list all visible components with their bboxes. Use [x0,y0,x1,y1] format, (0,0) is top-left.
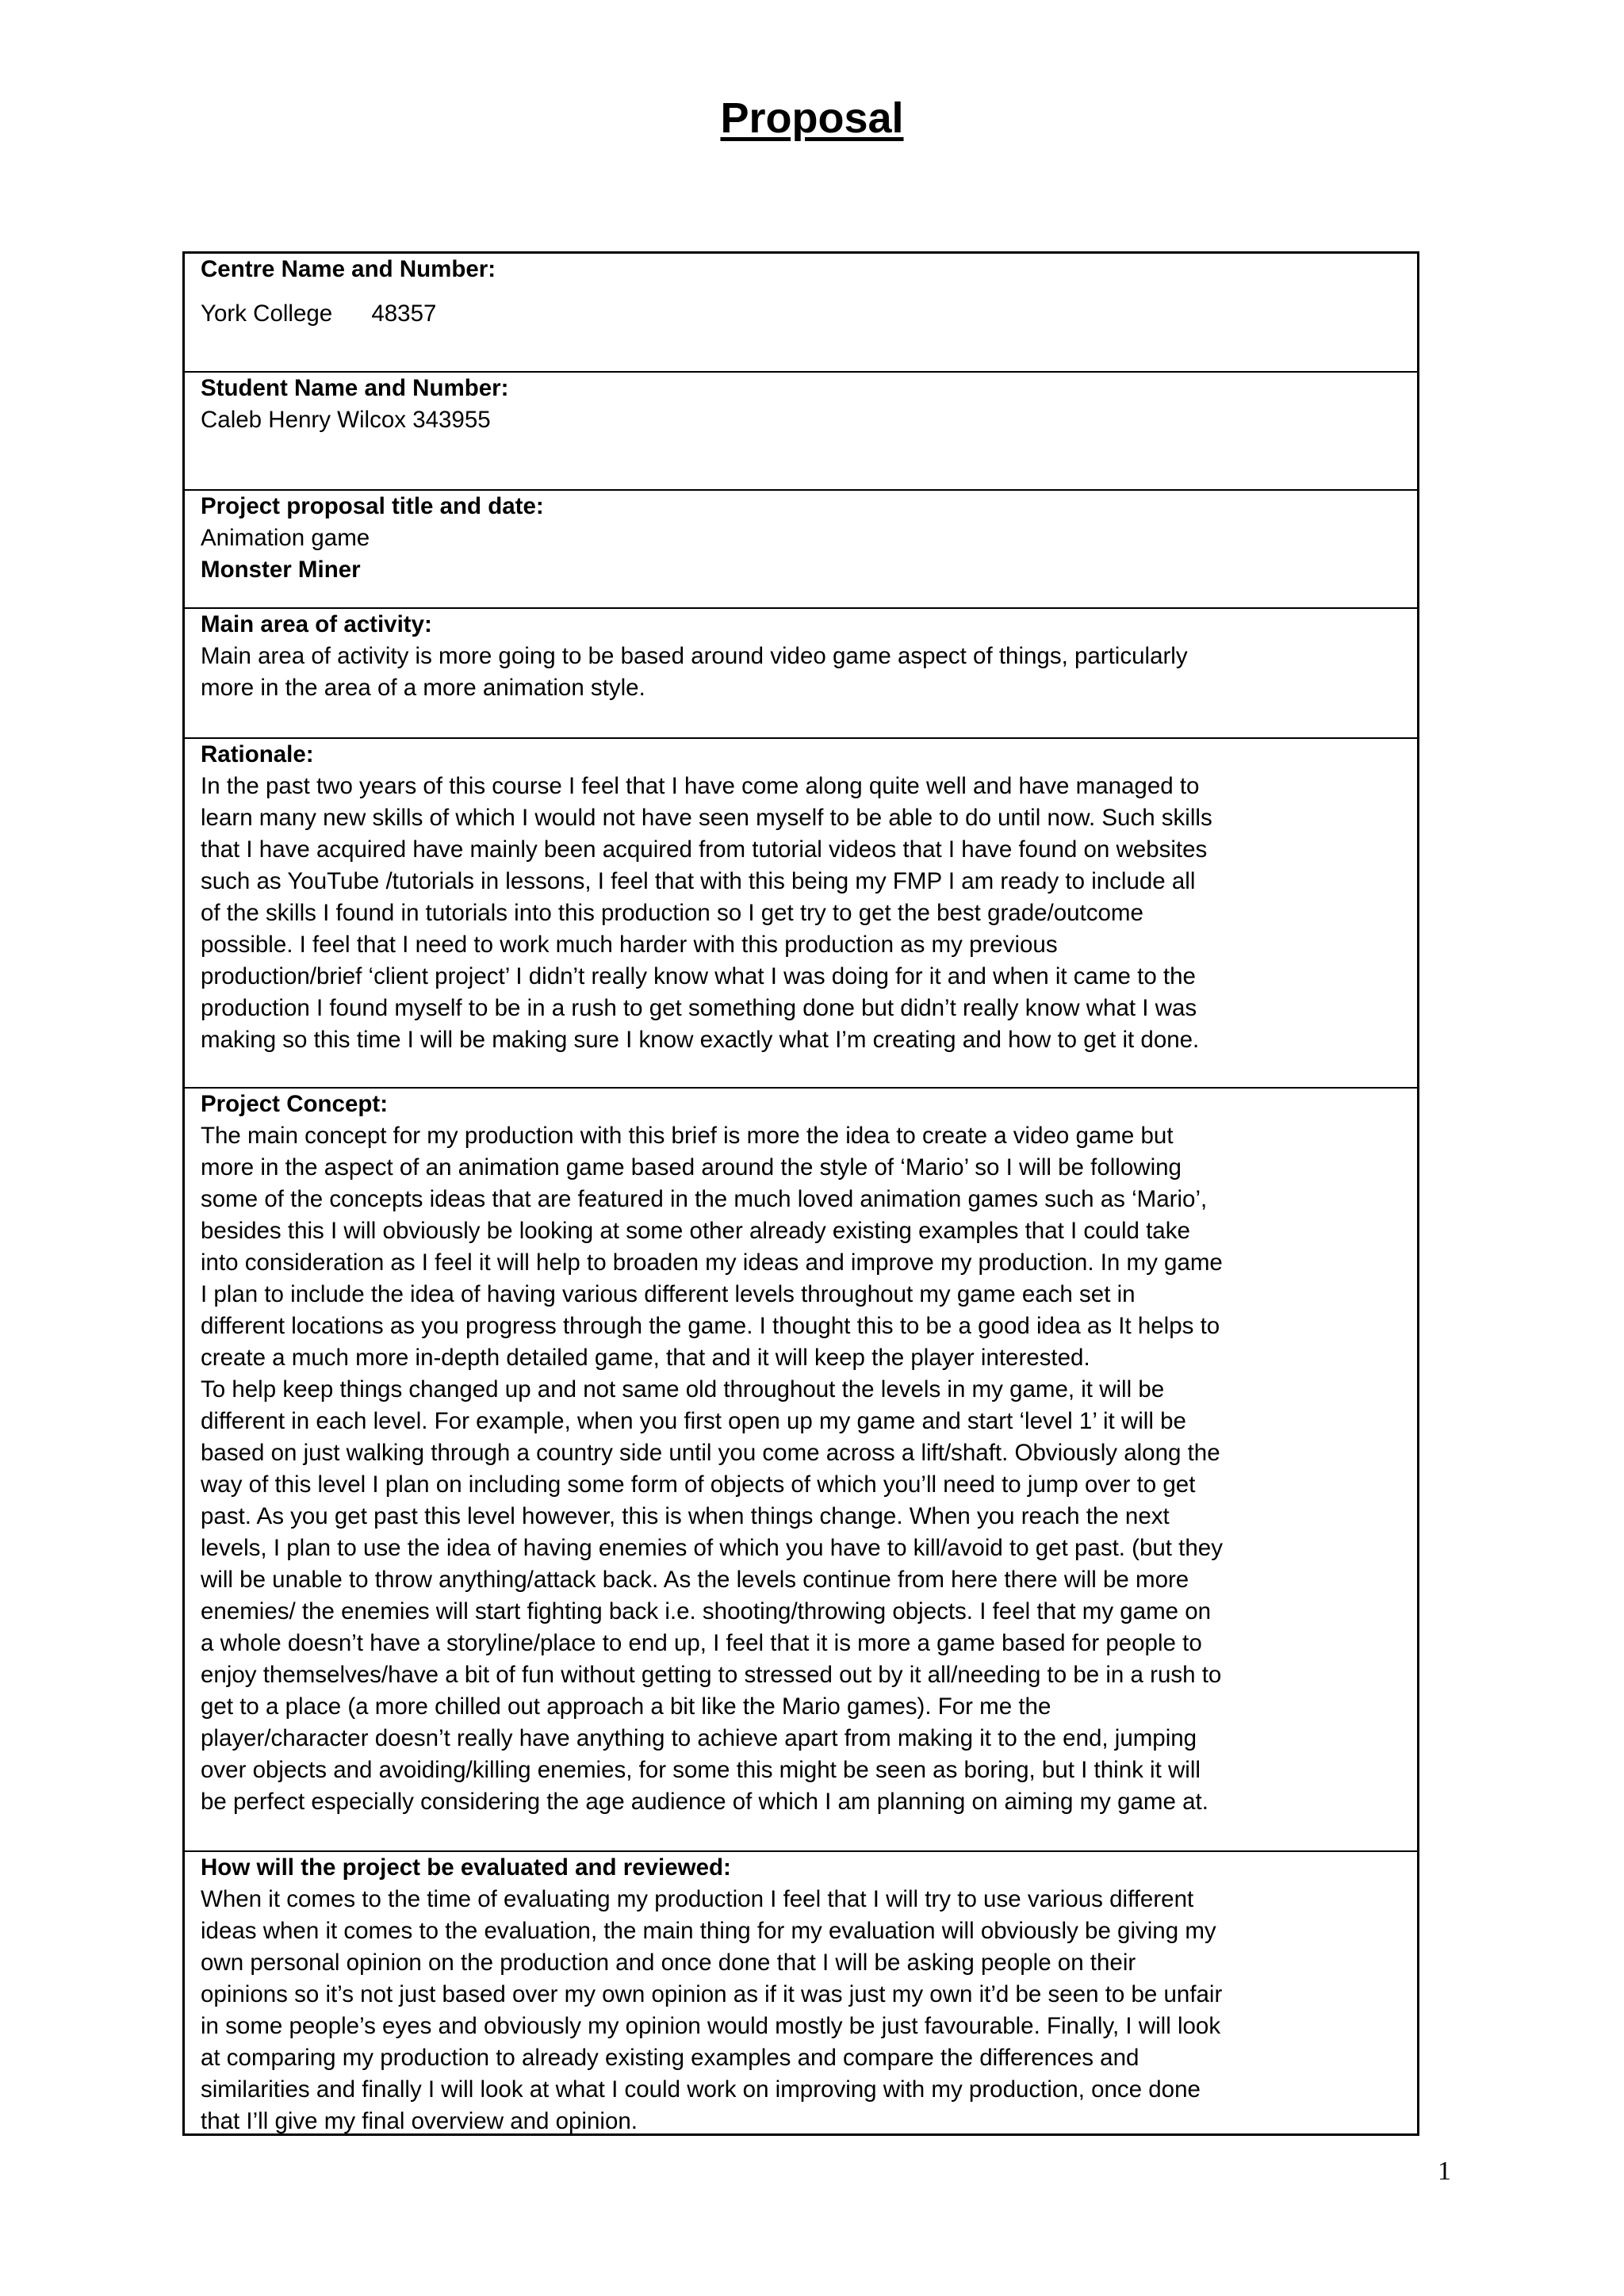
concept-line: I plan to include the idea of having various different levels throughout my game each set in [201,1281,1136,1307]
page-number: 1 [1438,2156,1451,2186]
evaluation-line: in some people’s eyes and obviously my opinion would mostly be just favourable. Finally, I will look [201,2013,1221,2039]
centre-value: York College 48357 [201,300,437,327]
rationale-line: possible. I feel that I need to work much harder with this production as my previous [201,932,1058,958]
concept-line: way of this level I plan on including some form of objects of which you’ll need to jump over to get [201,1471,1196,1498]
concept-line: enjoy themselves/have a bit of fun without getting to stressed out by it all/needing to be in a rush to [201,1662,1222,1688]
evaluation-line: When it comes to the time of evaluating my production I feel that I will try to use various different [201,1886,1194,1912]
concept-line: different in each level. For example, when you first open up my game and start ‘level 1’ it will be [201,1408,1186,1434]
concept-line: The main concept for my production with this brief is more the idea to create a video game but [201,1123,1174,1149]
evaluation-line: ideas when it comes to the evaluation, the main thing for my evaluation will obviously be giving my [201,1918,1216,1944]
evaluation-line: that I’ll give my final overview and opinion. [201,2108,638,2133]
main-area-heading: Main area of activity: [201,611,432,637]
centre-spacer [201,285,1401,298]
concept-line: some of the concepts ideas that are featured in the much loved animation games such as ‘Mario’, [201,1186,1208,1212]
evaluation-heading: How will the project be evaluated and reviewed: [201,1854,731,1881]
concept-line: levels, I plan to use the idea of having enemies of which you have to kill/avoid to get past. (but they [201,1535,1223,1561]
concept-line: past. As you get past this level however, this is when things change. When you reach the next [201,1503,1170,1529]
rationale-line: learn many new skills of which I would not have seen myself to be able to do until now. Such skills [201,805,1212,831]
evaluation-line: opinions so it’s not just based over my own opinion as if it was just my own it’d be seen to be unfair [201,1981,1223,2007]
main-area-line: Main area of activity is more going to be based around video game aspect of things, particularly [201,643,1188,669]
rationale-line: making so this time I will be making sure I know exactly what I’m creating and how to get it done. [201,1027,1200,1053]
student-value: Caleb Henry Wilcox 343955 [201,407,491,433]
rationale-section [185,737,1417,1087]
evaluation-line: own personal opinion on the production and once done that I will be asking people on their [201,1950,1136,1976]
concept-line: more in the aspect of an animation game based around the style of ‘Mario’ so I will be following [201,1154,1182,1181]
evaluation-section [185,1850,1417,2133]
concept-line: player/character doesn’t really have anything to achieve apart from making it to the end, jumping [201,1725,1197,1751]
project-title-line2: Monster Miner [201,557,361,583]
concept-line: besides this I will obviously be looking at some other already existing examples that I could take [201,1218,1190,1244]
concept-line: over objects and avoiding/killing enemies, for some this might be seen as boring, but I think it will [201,1757,1201,1783]
page-title: Proposal [720,94,904,142]
rationale-line: that I have acquired have mainly been acquired from tutorial videos that I have found on websites [201,836,1208,863]
concept-line: based on just walking through a country side until you come across a lift/shaft. Obviously along the [201,1440,1220,1466]
concept-line: a whole doesn’t have a storyline/place to end up, I feel that it is more a game based for people to [201,1630,1202,1656]
evaluation-line: similarities and finally I will look at what I could work on improving with my production, once done [201,2076,1201,2103]
project-title-line1: Animation game [201,525,370,551]
concept-line: create a much more in-depth detailed game, that and it will keep the player interested. [201,1345,1090,1371]
concept-line: get to a place (a more chilled out approach a bit like the Mario games). For me the [201,1693,1051,1720]
main-area-line: more in the area of a more animation style. [201,675,645,701]
centre-section [185,254,1417,371]
main-area-section [185,607,1417,737]
rationale-line: of the skills I found in tutorials into this production so I get try to get the best grade/outcome [201,900,1143,926]
student-heading: Student Name and Number: [201,375,509,401]
rationale-heading: Rationale: [201,741,314,767]
project-title-section [185,489,1417,607]
centre-heading: Centre Name and Number: [201,256,496,282]
concept-line: be perfect especially considering the age audience of which I am planning on aiming my game at. [201,1789,1208,1815]
project-title-heading: Project proposal title and date: [201,493,544,519]
concept-line: into consideration as I feel it will help to broaden my ideas and improve my production. In my game [201,1249,1223,1276]
concept-line: will be unable to throw anything/attack back. As the levels continue from here there will be more [201,1567,1189,1593]
rationale-line: In the past two years of this course I feel that I have come along quite well and have managed to [201,773,1200,799]
concept-line: enemies/ the enemies will start fighting back i.e. shooting/throwing objects. I feel that my game on [201,1598,1212,1624]
rationale-line: production I found myself to be in a rush to get something done but didn’t really know what I was [201,995,1197,1021]
concept-section [185,1087,1417,1850]
rationale-line: production/brief ‘client project’ I didn’t really know what I was doing for it and when it came to the [201,963,1196,989]
concept-line: To help keep things changed up and not same old throughout the levels in my game, it will be [201,1376,1165,1402]
rationale-line: such as YouTube /tutorials in lessons, I feel that with this being my FMP I am ready to include all [201,868,1196,894]
evaluation-line: at comparing my production to already existing examples and compare the differences and [201,2045,1139,2071]
concept-heading: Project Concept: [201,1091,389,1117]
proposal-form-table [182,251,1419,2136]
student-section [185,371,1417,489]
concept-line: different locations as you progress through the game. I thought this to be a good idea as It helps to [201,1313,1220,1339]
